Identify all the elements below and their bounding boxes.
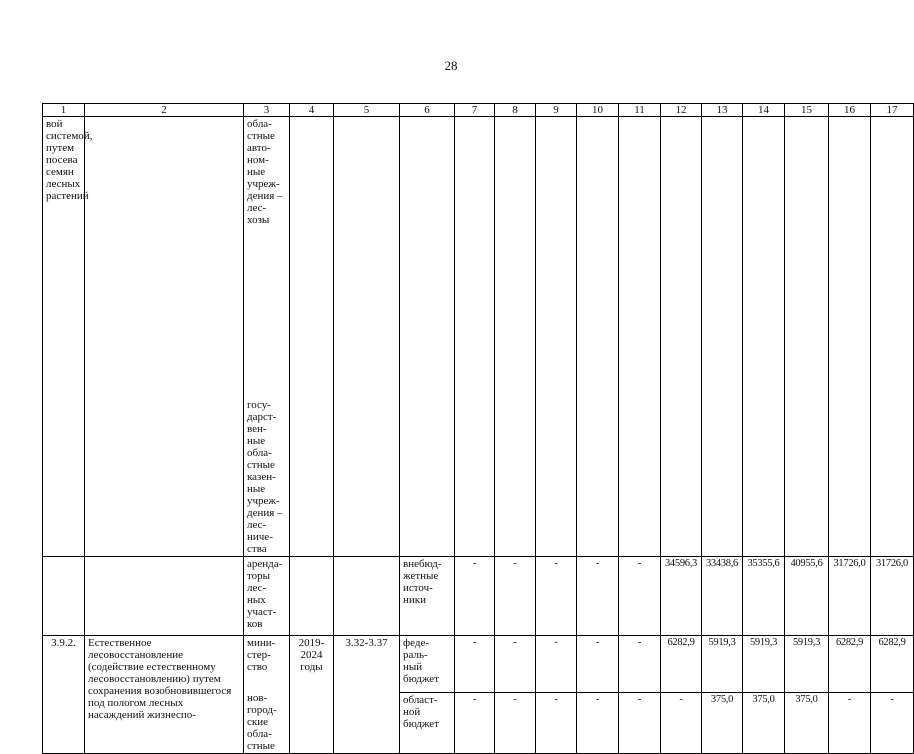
executor-name: аренда- торы лес- ных участ- ков <box>247 557 283 630</box>
value-cell: - <box>619 692 661 754</box>
value-cell: 31726,0 <box>871 556 914 635</box>
value-cell: - <box>495 692 536 754</box>
value-cell: 375,0 <box>785 692 829 754</box>
source-cell <box>400 635 455 692</box>
column-number-17: 17 <box>871 104 914 117</box>
value-cell: 31726,0 <box>829 556 871 635</box>
table-row <box>43 117 914 393</box>
value-cell: - <box>536 635 577 692</box>
value-cell: - <box>619 556 661 635</box>
indicator-cell <box>334 556 400 635</box>
value-cell <box>536 117 577 557</box>
period-cell <box>290 556 334 635</box>
value-cell: 5919,3 <box>785 635 829 692</box>
value-cell: - <box>661 692 702 754</box>
value-cell <box>661 117 702 557</box>
value-cell: - <box>577 556 619 635</box>
table-row <box>43 556 914 635</box>
period-cell <box>290 117 334 557</box>
value-cell: - <box>577 635 619 692</box>
column-number-15: 15 <box>785 104 829 117</box>
column-number-2: 2 <box>85 104 244 117</box>
value-cell: 6282,9 <box>871 635 914 692</box>
value-cell <box>829 117 871 557</box>
program-table-container <box>42 103 909 752</box>
column-number-7: 7 <box>455 104 495 117</box>
description-cell <box>85 635 244 754</box>
value-cell: 5919,3 <box>702 635 743 692</box>
value-cell <box>871 117 914 557</box>
column-number-10: 10 <box>577 104 619 117</box>
activity-description: вой системой, путем посева семян лесных растений <box>46 118 93 202</box>
source-cell <box>400 556 455 635</box>
source-cell <box>400 117 455 557</box>
funding-source: област- ной бюджет <box>403 693 439 730</box>
period-cell <box>290 635 334 754</box>
value-cell <box>785 117 829 557</box>
column-numbers-row <box>43 104 914 117</box>
item-number: 3.9.2. <box>51 636 76 649</box>
value-cell: 34596,3 <box>661 556 702 635</box>
value-cell: 33438,6 <box>702 556 743 635</box>
column-number-4: 4 <box>290 104 334 117</box>
value-cell: - <box>536 692 577 754</box>
value-cell: - <box>829 692 871 754</box>
description-cell <box>43 117 93 557</box>
value-cell: - <box>577 692 619 754</box>
value-cell: 40955,6 <box>785 556 829 635</box>
executor-name: госу- дарст- вен- ные обла- стные казен- ные учреж- дения – лес- ниче- ства <box>247 398 283 555</box>
value-cell: - <box>495 556 536 635</box>
value-cell: 375,0 <box>743 692 785 754</box>
executor-name: нов- город- ские обла- стные <box>247 692 277 752</box>
executor-cell <box>244 393 290 557</box>
indicator-range: 3.32-3.37 <box>345 636 388 649</box>
value-cell: - <box>536 556 577 635</box>
activity-description: Естественное лесовосстановление (содействие естественному лесовосстановлению) путем сохранения возобновившегося под пологом лесных насаждений жизнеспо- <box>88 636 232 721</box>
value-cell: 5919,3 <box>743 635 785 692</box>
value-cell: 35355,6 <box>743 556 785 635</box>
value-cell <box>743 117 785 557</box>
value-cell: 6282,9 <box>661 635 702 692</box>
executor-name: обла- стные авто- ном- ные учреж- дения – лес- хозы <box>247 118 283 226</box>
column-number-12: 12 <box>661 104 702 117</box>
value-cell: - <box>455 692 495 754</box>
description-cell <box>43 556 85 635</box>
value-cell: 375,0 <box>702 692 743 754</box>
funding-source: феде- раль- ный бюджет <box>403 636 439 685</box>
source-cell <box>400 692 455 754</box>
period-text: 2019- 2024 годы <box>298 636 325 673</box>
funding-source: внебюд- жетные источ- ники <box>403 557 442 606</box>
column-number-11: 11 <box>619 104 661 117</box>
executor-cell <box>244 556 290 635</box>
table-row <box>43 635 914 692</box>
value-cell: - <box>495 635 536 692</box>
value-cell <box>455 117 495 557</box>
column-number-16: 16 <box>829 104 871 117</box>
value-cell: - <box>455 556 495 635</box>
value-cell: - <box>619 635 661 692</box>
value-cell: 6282,9 <box>829 635 871 692</box>
column-number-13: 13 <box>702 104 743 117</box>
indicator-cell <box>334 117 400 557</box>
value-cell <box>577 117 619 557</box>
value-cell <box>702 117 743 557</box>
page-number: 28 <box>444 58 458 73</box>
executor-cell <box>244 635 290 692</box>
column-number-14: 14 <box>743 104 785 117</box>
column-number-5: 5 <box>334 104 400 117</box>
column-number-9: 9 <box>536 104 577 117</box>
column-number-6: 6 <box>400 104 455 117</box>
number-cell <box>85 556 244 635</box>
column-number-1: 1 <box>43 104 85 117</box>
executor-cell <box>244 117 290 393</box>
column-number-3: 3 <box>244 104 290 117</box>
item-number-cell <box>43 635 85 754</box>
column-number-8: 8 <box>495 104 536 117</box>
indicator-cell <box>334 635 400 754</box>
program-table <box>42 103 914 754</box>
value-cell <box>495 117 536 557</box>
executor-name: мини- стер- ство <box>247 636 276 673</box>
value-cell: - <box>455 635 495 692</box>
number-cell <box>85 117 244 557</box>
executor-cell <box>244 692 290 754</box>
value-cell: - <box>871 692 914 754</box>
value-cell <box>619 117 661 557</box>
